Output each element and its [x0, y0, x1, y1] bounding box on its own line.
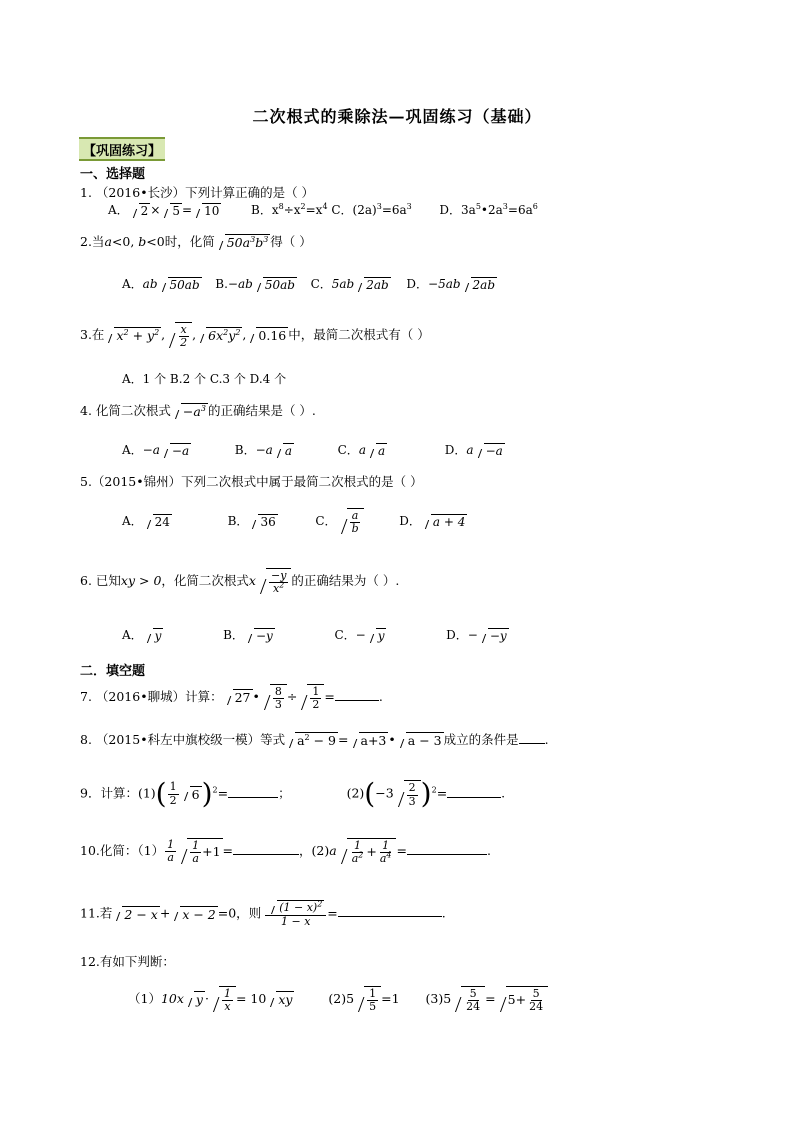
q1-a-times: ×: [150, 203, 161, 217]
q2-stem: 2.当a<0, b<0时，化简 $50a^3b^3$ 得（ ）: [80, 234, 312, 251]
q1-a-radical-2: 5: [161, 203, 182, 219]
q4-radical: $-a^3$: [172, 403, 208, 419]
q8-answer-blank[interactable]: [519, 731, 545, 744]
q4-options: A．−a −a B．−a a C．a a D．a −a: [122, 443, 503, 458]
exercise-tag: 【巩固练习】: [79, 137, 165, 161]
q7-stem: 7. （2016•聊城）计算： 27 • $\frac{8}{3}$ ÷ $\frac{1}{2}$ = .: [80, 685, 383, 712]
q3-radical-4: 0.16: [247, 327, 288, 343]
q6-stem: 6. 已知xy > 0，化简二次根式x $\frac{-y}{x^2}$ 的正确结果为（ ）.: [80, 569, 400, 596]
q10-stem: 10.化简：（1） $\frac{1}{a}$ $\frac{1}{a}$ +1 = ，(2)a $\frac{1}{a^2}$ + $\frac{1}{a^4}$ = .: [80, 838, 491, 866]
q1-d: D．$3a^5•2a^3=6a^6$: [439, 202, 538, 217]
q12-statements: （1）10x y · $\frac{1}{x}$ = 10 xy (2)5 $\frac{1}{5}$ =1 (3)5 $\frac{5}{24}$ = 5+ $\frac{5}{24}$: [128, 986, 548, 1013]
q11-stem: 11.若 2 − x + x − 2 =0，则 $\frac{(1 - x)^2}{1 - x}$ = .: [80, 899, 446, 928]
q11-answer-blank[interactable]: [338, 904, 442, 917]
q1-a-label: A．: [108, 203, 129, 217]
q1-options: [108, 201, 538, 218]
q6-radical: $\frac{-y}{x^2}$: [257, 568, 291, 595]
q1-a-eq: =: [182, 203, 193, 217]
q9-1-answer-blank[interactable]: [228, 785, 278, 798]
page-title: 二次根式的乘除法—巩固练习（基础）: [252, 107, 542, 126]
q10-2-answer-blank[interactable]: [407, 842, 487, 855]
q5-options: A． 24 B． 36 C． $\frac{a}{b}$ D． a + 4: [122, 509, 466, 536]
q1-b: B．$x^8\div x^2=x^4$: [251, 202, 328, 217]
q1-stem: 1. （2016•长沙）下列计算正确的是（ ）: [80, 185, 315, 200]
q12-stem: 12.有如下判断：: [80, 954, 175, 969]
q9-2-answer-blank[interactable]: [447, 785, 501, 798]
q3-options: A．1 个 B.2 个 C.3 个 D.4 个: [122, 372, 287, 386]
q3-stem: 3.在 $x^2 + y^2$ , $\frac{x}{2}$ , $6x^2y^2$ , 0.16 中，最简二次根式有（ ）: [80, 323, 430, 350]
q3-radical-3: $6x^2y^2$: [197, 327, 242, 343]
q5-stem: 5.（2015•锦州）下列二次根式中属于最简二次根式的是（ ）: [80, 474, 423, 489]
section-choice: 一、选择题: [80, 167, 146, 182]
q10-1-answer-blank[interactable]: [233, 842, 299, 855]
q2-options: A．ab 50ab B.−ab 50ab C．5ab 2ab D．−5ab 2ab: [122, 277, 496, 292]
q8-stem: 8. （2015•科左中旗校级一模）等式 $a^2 - 9 = a+3$ • a − 3 成立的条件是 .: [80, 732, 549, 749]
q2-radical: $50a^3b^3$: [216, 234, 271, 250]
q9-stem: 9．计算：(1)( $\frac{1}{2}$ 6)$^2$= ； (2)(−3 $\frac{2}{3}$ )$^2$= .: [80, 777, 506, 810]
q7-answer-blank[interactable]: [335, 688, 379, 701]
q1-a-radical-1: 2: [130, 203, 151, 219]
q1-a-radical-3: 10: [193, 203, 221, 219]
q1-c: C．$(2a)^3=6a^3$: [331, 202, 412, 217]
q3-radical-1: $x^2 + y^2$: [105, 327, 161, 343]
section-fill: 二．填空题: [80, 664, 146, 679]
q3-radical-2: $\frac{x}{2}$: [166, 322, 192, 349]
q6-options: A． y B． −y C．− y D．− −y: [122, 628, 507, 643]
q4-stem: 4. 化简二次根式 $-a^3$ 的正确结果是（ ）.: [80, 403, 316, 420]
